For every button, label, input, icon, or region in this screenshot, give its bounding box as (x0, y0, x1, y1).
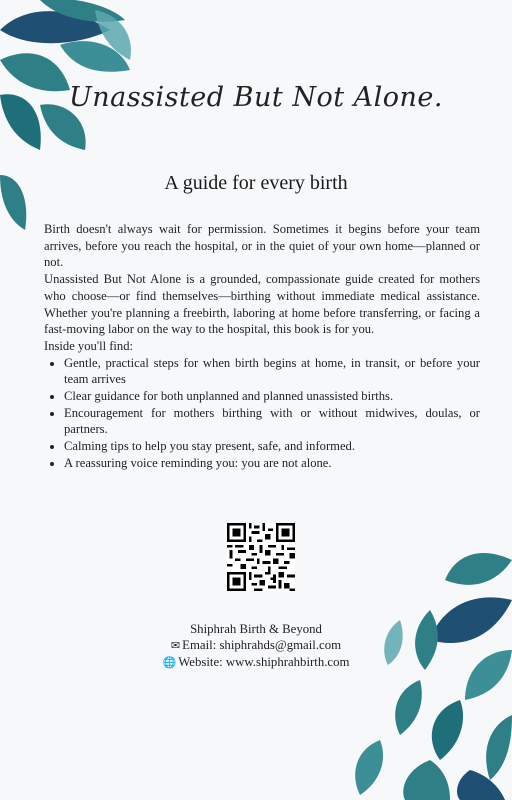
book-title: Unassisted But Not Alone. (69, 82, 443, 113)
qr-code[interactable] (227, 523, 295, 591)
globe-icon: 🌐 (162, 657, 177, 669)
subtitle: A guide for every birth (164, 172, 348, 194)
paragraph: Unassisted But Not Alone is a grounded, compassionate guide created for mothers who choose—or find themselves—birthing without immediate medical assistance. Whether you're planning a freebirth, laboring at home before transferring, or facing a fast-moving labor on the way to the hospital, this book is for you. (44, 272, 480, 337)
list-item: • Clear guidance for both unplanned and planned unassisted births. (64, 388, 480, 405)
list-item: • Encouragement for mothers birthing with or without midwives, doulas, or partners. (64, 405, 480, 438)
list-item: • Gentle, practical steps for when birth begins at home, in transit, or before your team arrives (64, 355, 480, 388)
organization-name: Shiphrah Birth & Beyond (190, 622, 322, 636)
list-item: • A reassuring voice reminding you: you are not alone. (64, 455, 480, 472)
envelope-icon: ✉ (170, 640, 181, 652)
paragraph: Birth doesn't always wait for permission. Sometimes it begins before your team arrives, before you reach the hospital, or in the quiet of your own home—planned or not. (44, 222, 480, 270)
feature-list (44, 355, 480, 472)
contact-info (0, 621, 512, 671)
website-text: Website: www.shiphrahbirth.com (178, 655, 350, 669)
website-line[interactable] (0, 654, 512, 671)
email-line[interactable] (0, 637, 512, 654)
list-item: • Calming tips to help you stay present, safe, and informed. (64, 438, 480, 455)
description (44, 221, 480, 472)
paragraph: Inside you'll find: (44, 338, 134, 353)
email-text: Email: shiphrahds@gmail.com (182, 638, 342, 652)
